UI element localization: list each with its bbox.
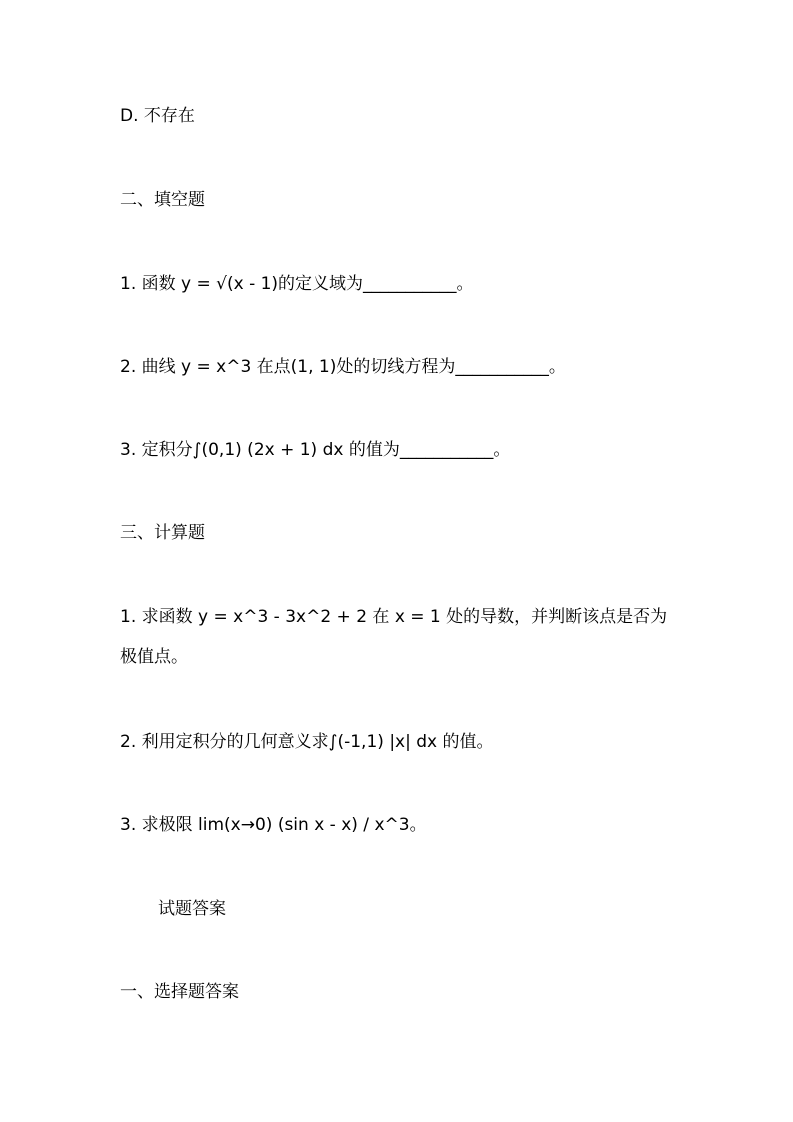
section-calculation-heading: 三、计算题	[120, 523, 205, 543]
section-fill-blank-heading: 二、填空题	[120, 190, 205, 210]
answers-title: 试题答案	[158, 899, 226, 919]
calculation-question-2: 2. 利用定积分的几何意义求∫(-1,1) |x| dx 的值。	[120, 732, 494, 752]
calculation-question-1: 1. 求函数 y = x^3 - 3x^2 + 2 在 x = 1 处的导数，并判断该点是否为极值点。	[120, 607, 668, 667]
fill-blank-question-2: 2. 曲线 y = x^3 在点(1, 1)处的切线方程为___________。	[120, 357, 566, 377]
section-choice-answers-heading: 一、选择题答案	[120, 982, 239, 1002]
option-d: D. 不存在	[120, 106, 195, 126]
calculation-question-3: 3. 求极限 lim(x→0) (sin x - x) / x^3。	[120, 815, 427, 835]
fill-blank-question-1: 1. 函数 y = √(x - 1)的定义域为___________。	[120, 274, 474, 294]
fill-blank-question-3: 3. 定积分∫(0,1) (2x + 1) dx 的值为___________。	[120, 440, 511, 460]
